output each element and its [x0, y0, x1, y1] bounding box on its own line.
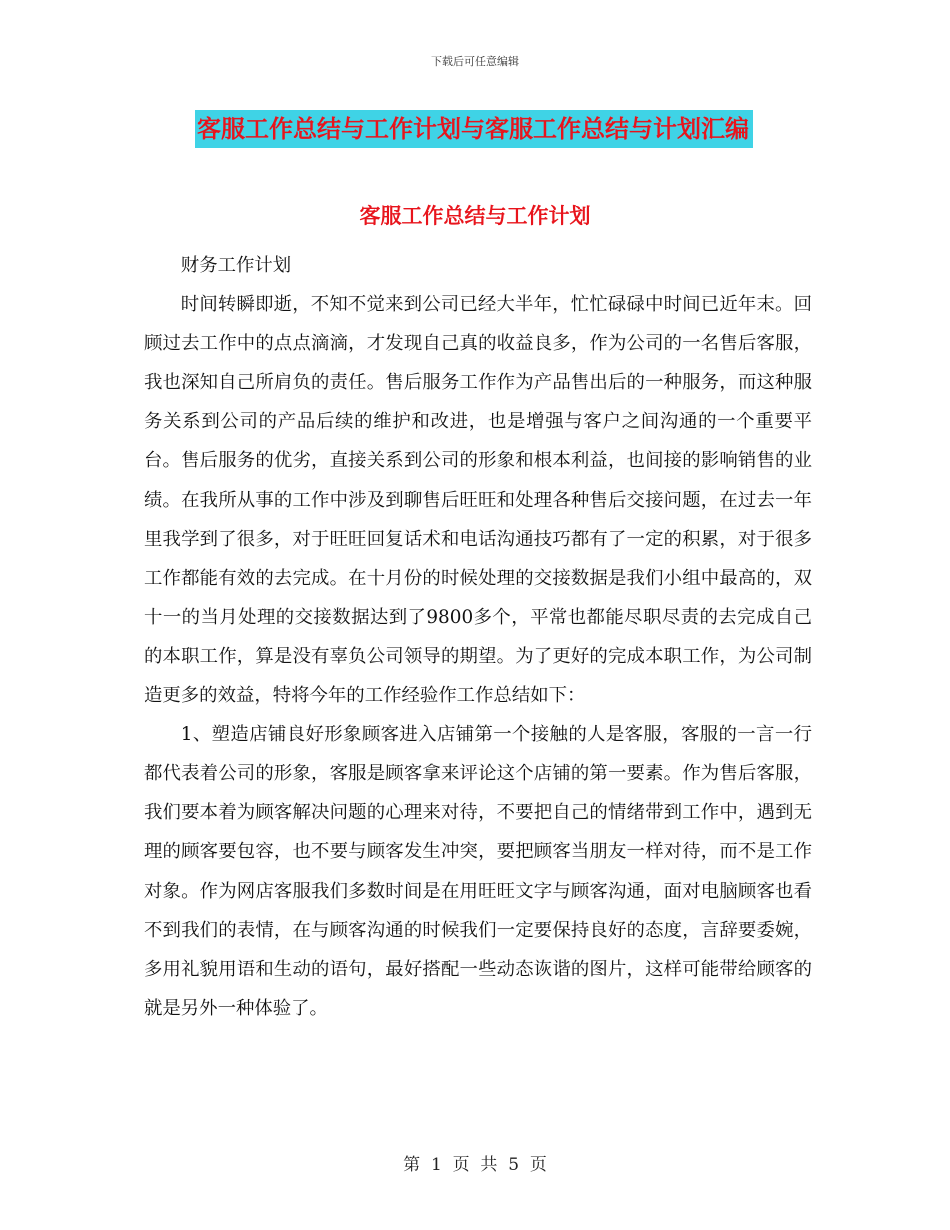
document-main-title: 客服工作总结与工作计划与客服工作总结与计划汇编	[195, 110, 753, 148]
header-note: 下载后可任意编辑	[431, 55, 519, 68]
page-number-footer: 第 1 页 共 5 页	[403, 1155, 547, 1175]
body-paragraph: 时间转瞬即逝，不知不觉来到公司已经大半年，忙忙碌碌中时间已近年末。回顾过去工作中的点点滴滴，才发现自己真的收益良多，作为公司的一名售后客服，我也深知自己所肩负的责任。售后服务工作作为产品售出后的一种服务，而这种服务关系到公司的产品后续的维护和改进，也是增强与客户之间沟通的一个重要平台。售后服务的优劣，直接关系到公司的形象和根本利益，也间接的影响销售的业绩。在我所从事的工作中涉及到聊售后旺旺和处理各种售后交接问题，在过去一年里我学到了很多，对于旺旺回复话术和电话沟通技巧都有了一定的积累，对于很多工作都能有效的去完成。在十月份的时候处理的交接数据是我们小组中最高的，双十一的当月处理的交接数据达到了9800多个，平常也都能尽职尽责的去完成自己的本职工作，算是没有辜负公司领导的期望。为了更好的完成本职工作，为公司制造更多的效益，特将今年的工作经验作工作总结如下：	[144, 294, 812, 707]
body-paragraph: 1、塑造店铺良好形象顾客进入店铺第一个接触的人是客服，客服的一言一行都代表着公司的形象，客服是顾客拿来评论这个店铺的第一要素。作为售后客服，我们要本着为顾客解决问题的心理来对待，不要把自己的情绪带到工作中，遇到无理的顾客要包容，也不要与顾客发生冲突，要把顾客当朋友一样对待，而不是工作对象。作为网店客服我们多数时间是在用旺旺文字与顾客沟通，面对电脑顾客也看不到我们的表情，在与顾客沟通的时候我们一定要保持良好的态度，言辞要委婉，多用礼貌用语和生动的语句，最好搭配一些动态诙谐的图片，这样可能带给顾客的就是另外一种体验了。	[144, 724, 812, 1019]
document-sub-title: 客服工作总结与工作计划	[359, 203, 591, 228]
document-body	[144, 246, 812, 1028]
body-paragraph-heading: 财务工作计划	[180, 255, 292, 276]
